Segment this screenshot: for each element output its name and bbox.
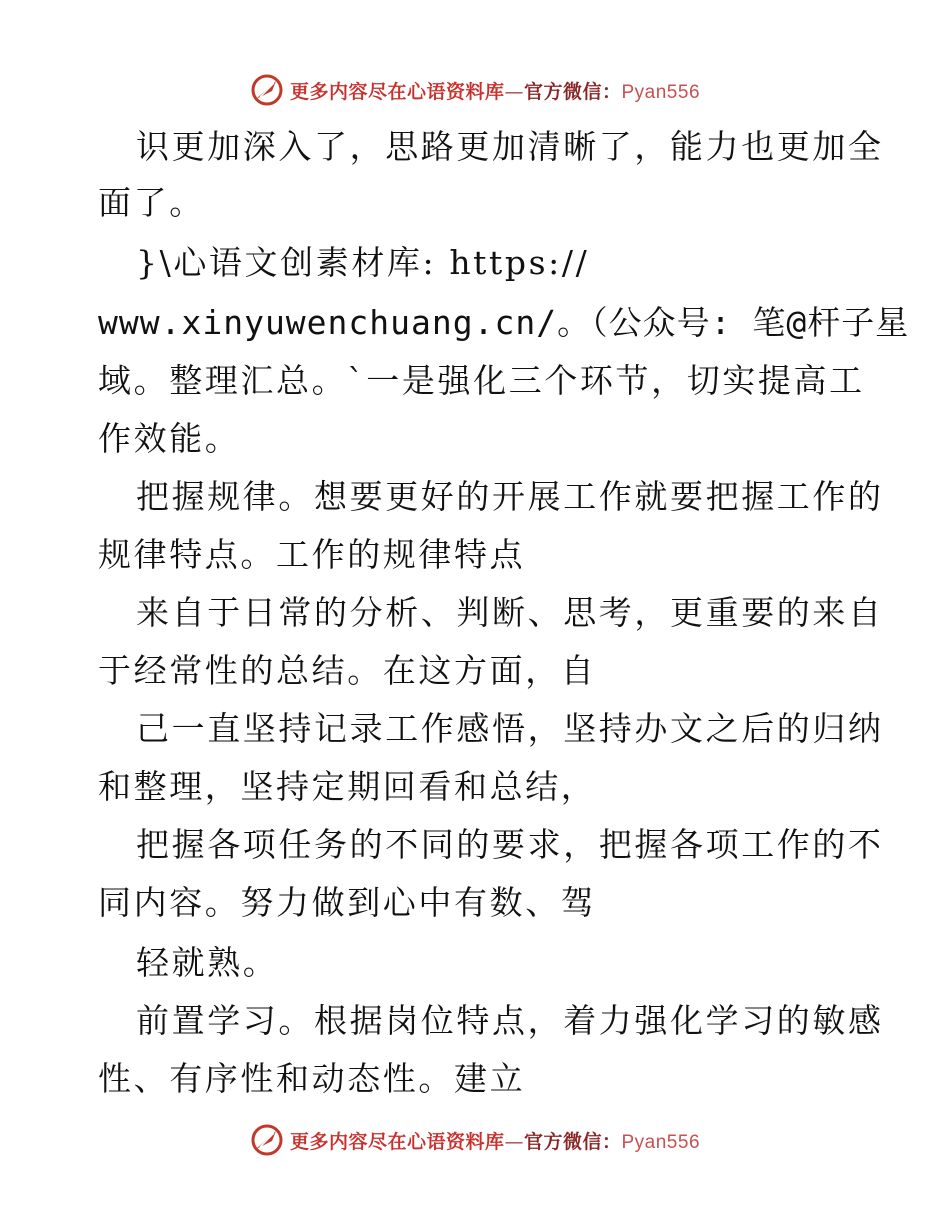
- text-line: 来自于日常的分析、判断、思考，更重要的来自: [136, 593, 884, 632]
- text-line: 轻就熟。: [136, 943, 279, 982]
- header-title: 更多内容尽在心语资料库: [289, 80, 505, 103]
- text-line: 于经常性的总结。在这方面，自: [98, 651, 597, 690]
- footer-title: 更多内容尽在心语资料库: [289, 1130, 505, 1153]
- text-line: }\心语文创素材库: https://: [136, 243, 590, 282]
- text-line: 面了。: [98, 183, 205, 222]
- text-line: 域。整理汇总。`一是强化三个环节，切实提高工: [98, 361, 865, 400]
- quill-logo-icon: [250, 1123, 284, 1157]
- header-wechat-label: 官方微信：: [523, 80, 622, 103]
- text-line: 识更加深入了，思路更加清晰了，能力也更加全: [136, 127, 884, 166]
- header-separator: —: [504, 80, 524, 103]
- footer-separator: —: [504, 1130, 524, 1153]
- text-line: 性、有序性和动态性。建立: [98, 1059, 526, 1098]
- text-line: 前置学习。根据岗位特点，着力强化学习的敏感: [136, 1001, 884, 1040]
- text-line: 作效能。: [98, 419, 241, 458]
- text-line: www.xinyuwenchuang.cn/。（公众号: 笔@杆子星: [98, 303, 910, 342]
- text-line: 己一直坚持记录工作感悟，坚持办文之后的归纳: [136, 709, 884, 748]
- footer-wechat-id: Pyan556: [621, 1131, 701, 1153]
- quill-logo-icon: [250, 73, 284, 107]
- footer-banner: [0, 1120, 950, 1160]
- footer-wechat-label: 官方微信：: [523, 1130, 622, 1153]
- text-line: 规律特点。工作的规律特点: [98, 535, 526, 574]
- text-line: 同内容。努力做到心中有数、驾: [98, 883, 597, 922]
- text-line: 把握规律。想要更好的开展工作就要把握工作的: [136, 477, 884, 516]
- header-banner: [0, 70, 950, 110]
- header-wechat-id: Pyan556: [621, 81, 701, 103]
- text-line: 把握各项任务的不同的要求，把握各项工作的不: [136, 825, 884, 864]
- text-line: 和整理，坚持定期回看和总结，: [98, 767, 597, 806]
